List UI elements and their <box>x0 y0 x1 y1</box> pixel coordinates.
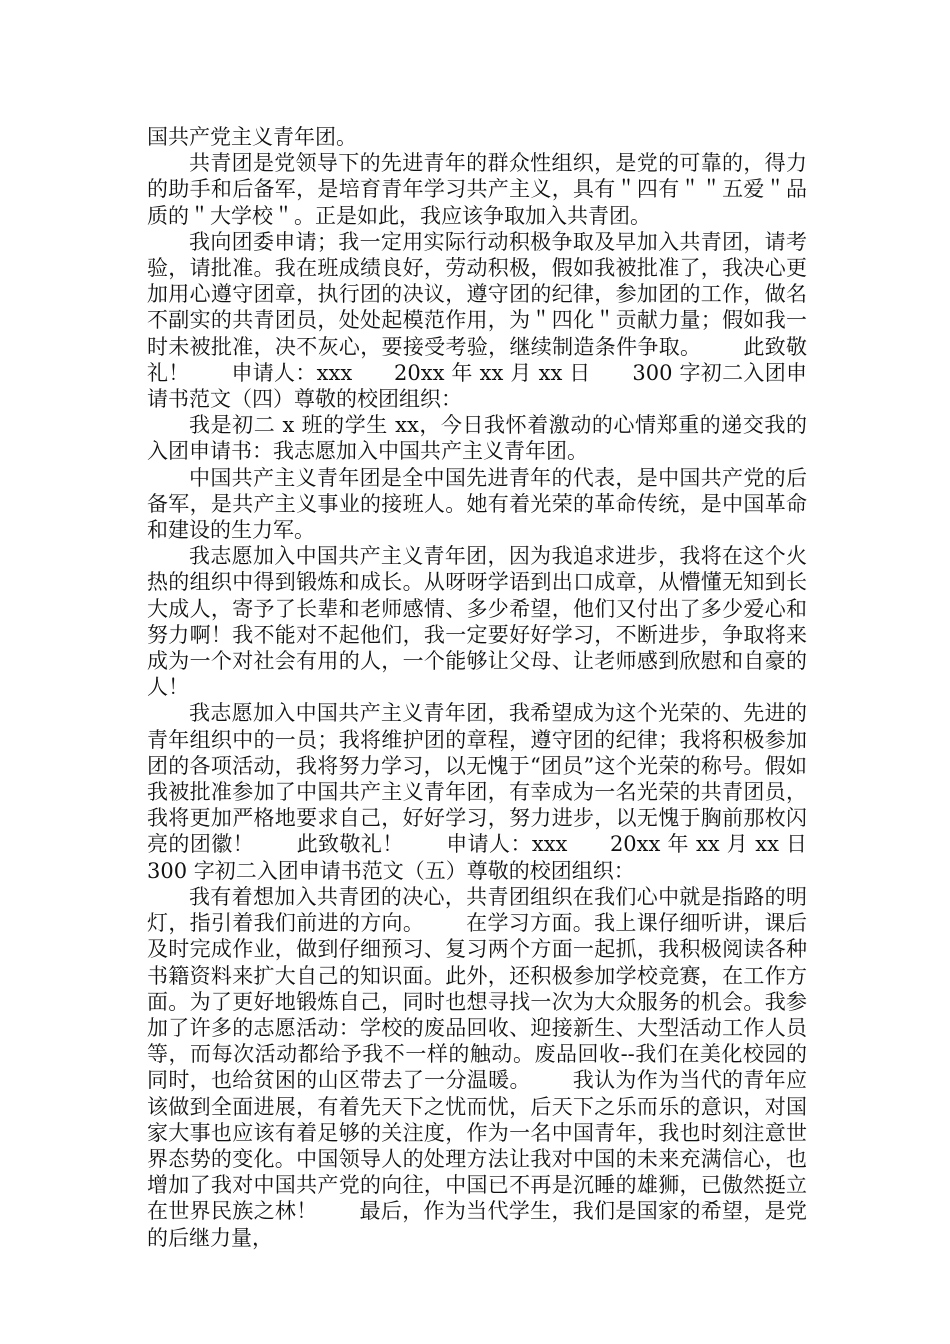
paragraph-7: 我志愿加入中国共产主义青年团，我希望成为这个光荣的、先进的青年组织中的一员；我将维护团的章程，遵守团的纪律；我将积极参加团的各项活动，我将努力学习，以无愧于“团员”这个光荣的称号。假如我被批准参加了中国共产主义青年团，有幸成为一名光荣的共青团员，我将更加严格地要求自己，好好学习，努力进步，以无愧于胸前那枚闪亮的团徽！ 此致敬礼！ 申请人：xxx 20xx 年 xx 月 xx 日 300 字初二入团申请书范文（五）尊敬的校团组织： <box>147 701 848 883</box>
paragraph-6: 我志愿加入中国共产主义青年团，因为我追求进步，我将在这个火热的组织中得到锻炼和成长。从呀呀学语到出口成章，从懵懂无知到长大成人，寄予了长辈和老师感情、多少希望，他们又付出了多少爱心和努力啊！我不能对不起他们，我一定要好好学习，不断进步，争取将来成为一个对社会有用的人，一个能够让父母、让老师感到欣慰和自豪的人！ <box>147 544 807 700</box>
document-page <box>147 124 848 1251</box>
paragraph-4: 我是初二 x 班的学生 xx，今日我怀着激动的心情郑重的递交我的入团申请书：我志愿加入中国共产主义青年团。 <box>147 413 807 464</box>
paragraph-2: 共青团是党领导下的先进青年的群众性组织，是党的可靠的，得力的助手和后备军，是培育青年学习共产主义，具有＂四有＂＂五爱＂品质的＂大学校＂。正是如此，我应该争取加入共青团。 <box>147 151 807 228</box>
paragraph-5: 中国共产主义青年团是全中国先进青年的代表，是中国共产党的后备军，是共产主义事业的接班人。她有着光荣的革命传统，是中国革命和建设的生力军。 <box>147 465 807 543</box>
paragraph-1: 国共产党主义青年团。 <box>147 125 357 149</box>
paragraph-8: 我有着想加入共青团的决心，共青团组织在我们心中就是指路的明灯，指引着我们前进的方向。 在学习方面。我上课仔细听讲，课后及时完成作业，做到仔细预习、复习两个方面一起抓，我积极阅读各种书籍资料来扩大自己的知识面。此外，还积极参加学校竞赛，在工作方面。为了更好地锻炼自己，同时也想寻找一次为大众服务的机会。我参加了许多的志愿活动：学校的废品回收、迎接新生、大型活动工作人员等，而每次活动都给予我不一样的触动。废品回收--我们在美化校园的同时，也给贫困的山区带去了一分温暖。 我认为作为当代的青年应该做到全面进展，有着先天下之忧而忧，后天下之乐而乐的意识，对国家大事也应该有着足够的关注度，作为一名中国青年，我也时刻注意世界态势的变化。中国领导人的处理方法让我对中国的未来充满信心，也增加了我对中国共产党的向往，中国已不再是沉睡的雄狮，已傲然挺立在世界民族之林！ 最后，作为当代学生，我们是国家的希望，是党的后继力量， <box>147 884 807 1250</box>
paragraph-3: 我向团委申请；我一定用实际行动积极争取及早加入共青团，请考验，请批准。我在班成绩良好，劳动积极，假如我被批准了，我决心更加用心遵守团章，执行团的决议，遵守团的纪律，参加团的工作，做名不副实的共青团员，处处起模范作用，为＂四化＂贡献力量；假如我一时未被批准，决不灰心，要接受考验，继续制造条件争取。 此致敬礼！ 申请人：xxx 20xx 年 xx 月 xx 日 300 字初二入团申请书范文（四）尊敬的校团组织： <box>147 229 807 412</box>
